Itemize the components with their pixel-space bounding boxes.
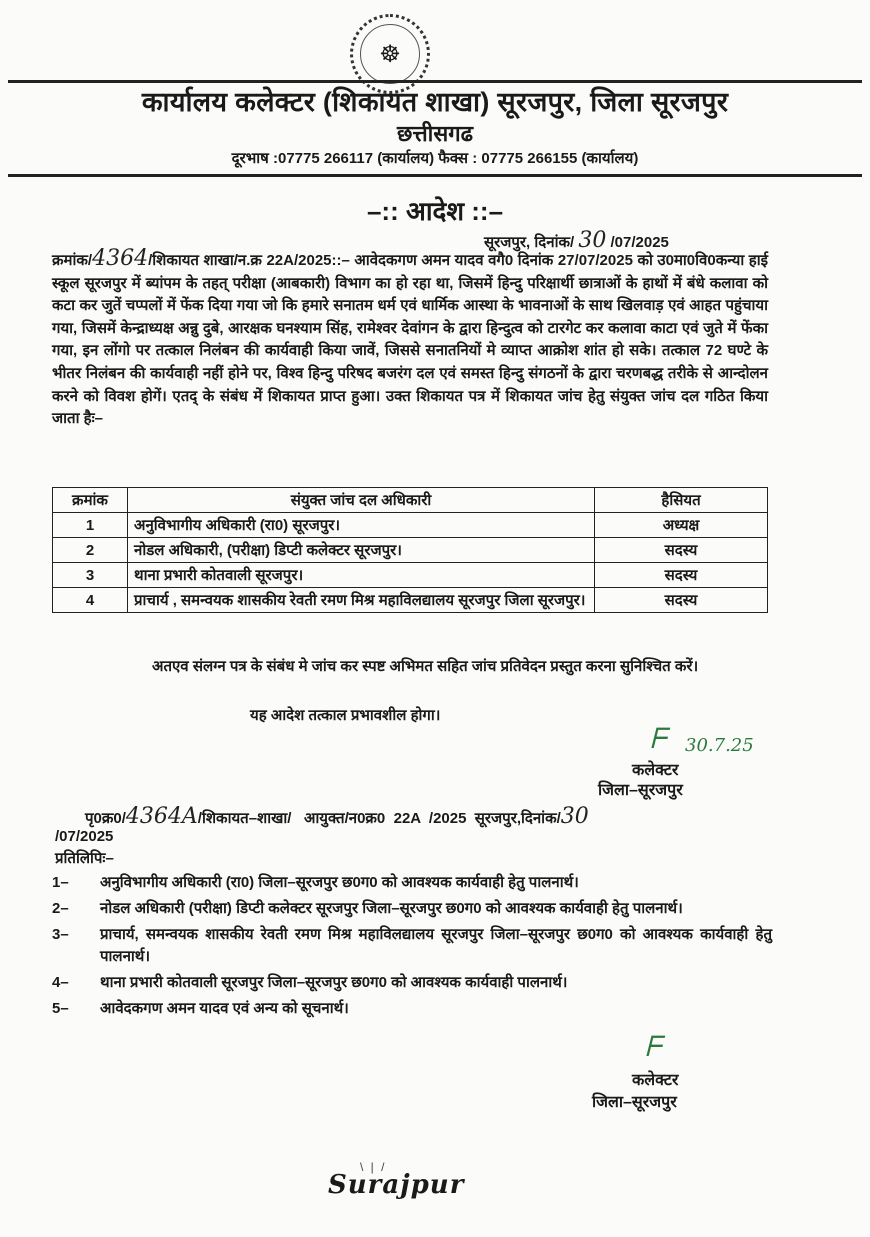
effective-notice: यह आदेश तत्काल प्रभावशील होगा। <box>250 707 441 724</box>
item-number: 5– <box>52 1000 69 1017</box>
date-rest: /07/2025 <box>610 234 669 251</box>
row-officer: नोडल अधिकारी, (परीक्षा) डिप्टी कलेक्टर सूरजपुर। <box>128 538 595 563</box>
surajpur-logo: Surajpur <box>328 1170 465 1200</box>
item-number: 2– <box>52 900 69 917</box>
col-header-officer: संयुक्त जांच दल अधिकारी <box>128 488 595 513</box>
state-name: छत्तीसगढ <box>397 121 473 146</box>
signatory-designation: कलेक्टर <box>632 762 679 779</box>
list-item <box>52 898 772 920</box>
ref-prefix: क्रमांक/ <box>52 252 93 269</box>
sun-rays-icon: \ | / <box>360 1160 387 1174</box>
date-day-handwritten: 30 <box>578 228 607 253</box>
row-officer: अनुविभागीय अधिकारी (रा0) सूरजपुर। <box>128 513 595 538</box>
row-no: 1 <box>53 513 128 538</box>
endorse-day-handwritten: 30 <box>560 804 589 829</box>
item-number: 4– <box>52 974 69 991</box>
order-heading: –:: आदेश ::– <box>366 196 504 226</box>
row-officer: थाना प्रभारी कोतवाली सूरजपुर। <box>128 563 595 588</box>
row-role: सदस्य <box>595 588 768 613</box>
header-rule-bottom <box>8 174 862 177</box>
copy-heading: प्रतिलिपिः– <box>55 850 114 867</box>
item-number: 1– <box>52 874 69 891</box>
row-officer: प्राचार्य , समन्वयक शासकीय रेवती रमण मिश्र महाविलद्यालय सूरजपुर जिला सूरजपुर। <box>128 588 595 613</box>
table-row <box>53 538 768 563</box>
row-role: अध्यक्ष <box>595 513 768 538</box>
row-role: सदस्य <box>595 563 768 588</box>
copy-list <box>52 872 772 1024</box>
list-item <box>52 872 772 894</box>
item-text: आवेदकगण अमन यादव एवं अन्य को सूचनार्थ। <box>100 1000 349 1017</box>
date-prefix: सूरजपुर, दिनांक/ <box>484 234 575 251</box>
body-text: आवेदकगण अमन यादव वगै0 दिनांक 27/07/2025 को उ0मा0वि0कन्या हाई स्कूल सूरजपुर में ब्यांपम के तहत् परीक्षा (आबकारी) विभाग का हो रहा था, जिसमें हिन्दु परिक्षार्थी छात्राओं के हाथों में बंधे कलावा को कटा कर जुतें चप्पलों में फेंक दिया गया जो कि हमारे सनातम धर्म एवं धार्मिक आस्था के भावनाओं के साथ खिलवाड़ एवं आहत पहुंचाया गया, जिसमें केन्द्राध्यक्ष अन्नु दुबे, आरक्षक घनश्याम सिंह, रामेश्वर देवांगन के द्वारा हिन्दुत्व को टारगेट कर कलावा काटा एवं जुते में फेंका गया, इन लोंगो पर तत्काल निलंबन की कार्यवाही किया जावें, जिससे सनातनियों मे व्याप्त आक्रोश शांत हो सके। तत्काल 72 घण्टे के भीतर निलंबन की कार्यवाही नहीं होने पर, विश्व हिन्दु परिषद बजरंग दल एवं समस्त हिन्दु संगठनों के द्वारा चरणबद्ध तरीके से आन्दोलन करने को विवश होगें। एतद् के संबंध में शिकायत प्राप्त हुआ। उक्त शिकायत पत्र में शिकायत जांच हेतु संयुक्त जांच दल गठित किया जाता हैः– <box>52 252 768 428</box>
signatory-designation-2: कलेक्टर <box>632 1072 679 1089</box>
endorsement-ref <box>85 804 589 829</box>
table-row <box>53 588 768 613</box>
state-emblem-icon: ☸ <box>350 14 430 94</box>
row-no: 2 <box>53 538 128 563</box>
ref-rest: /शिकायत शाखा/न.क्र 22A/2025::– <box>148 252 350 269</box>
signatory-district-2: जिला–सूरजपुर <box>592 1094 677 1111</box>
item-text: नोडल अधिकारी (परीक्षा) डिप्टी कलेक्टर सूरजपुर जिला–सूरजपुर छ0ग0 को आवश्यक कार्यवाही हेतु पालनार्थ। <box>100 900 683 917</box>
list-item <box>52 972 772 994</box>
table-header-row <box>53 488 768 513</box>
ref-number-handwritten: 4364 <box>92 246 149 271</box>
endorsement-date-rest: /07/2025 <box>55 828 114 845</box>
list-item <box>52 924 772 968</box>
instruction-text: अतएव संलग्न पत्र के संबंध मे जांच कर स्पष्ट अभिमत सहित जांच प्रतिवेदन प्रस्तुत करना सुनिश्चित करें। <box>152 658 699 675</box>
col-header-role: हैसियत <box>595 488 768 513</box>
col-header-no: क्रमांक <box>53 488 128 513</box>
endorse-number-handwritten: 4364A <box>125 804 198 829</box>
inquiry-team-table <box>52 487 768 613</box>
endorse-prefix: पृ0क्र0/ <box>85 810 126 827</box>
row-role: सदस्य <box>595 538 768 563</box>
order-body <box>52 248 768 431</box>
signatory-district: जिला–सूरजपुर <box>598 782 683 799</box>
item-number: 3– <box>52 926 69 943</box>
signature-date-handwritten: 30.7.25 <box>685 735 754 756</box>
list-item <box>52 998 772 1020</box>
row-no: 4 <box>53 588 128 613</box>
signature-mark-2: ᖴ <box>645 1030 662 1063</box>
endorse-rest: /शिकायत–शाखा/ आयुक्त/न0क्र0 22A /2025 सूरजपुर,दिनांक/ <box>197 810 561 827</box>
contact-line: दूरभाष :07775 266117 (कार्यालय) फैक्स : 07775 266155 (कार्यालय) <box>231 150 639 167</box>
table-row <box>53 563 768 588</box>
table-row <box>53 513 768 538</box>
item-text: प्राचार्य, समन्वयक शासकीय रेवती रमण मिश्र महाविलद्यालय सूरजपुर जिला–सूरजपुर छ0ग0 को आवश्यक कार्यवाही हेतु पालनार्थ। <box>100 926 772 965</box>
item-text: थाना प्रभारी कोतवाली सूरजपुर जिला–सूरजपुर छ0ग0 को आवश्यक कार्यवाही पालनार्थ। <box>100 974 568 991</box>
signature-mark: ᖴ <box>650 722 667 755</box>
office-title: कार्यालय कलेक्टर (शिकायत शाखा) सूरजपुर, जिला सूरजपुर <box>141 87 729 117</box>
row-no: 3 <box>53 563 128 588</box>
item-text: अनुविभागीय अधिकारी (रा0) जिला–सूरजपुर छ0ग0 को आवश्यक कार्यवाही हेतु पालनार्थ। <box>100 874 579 891</box>
